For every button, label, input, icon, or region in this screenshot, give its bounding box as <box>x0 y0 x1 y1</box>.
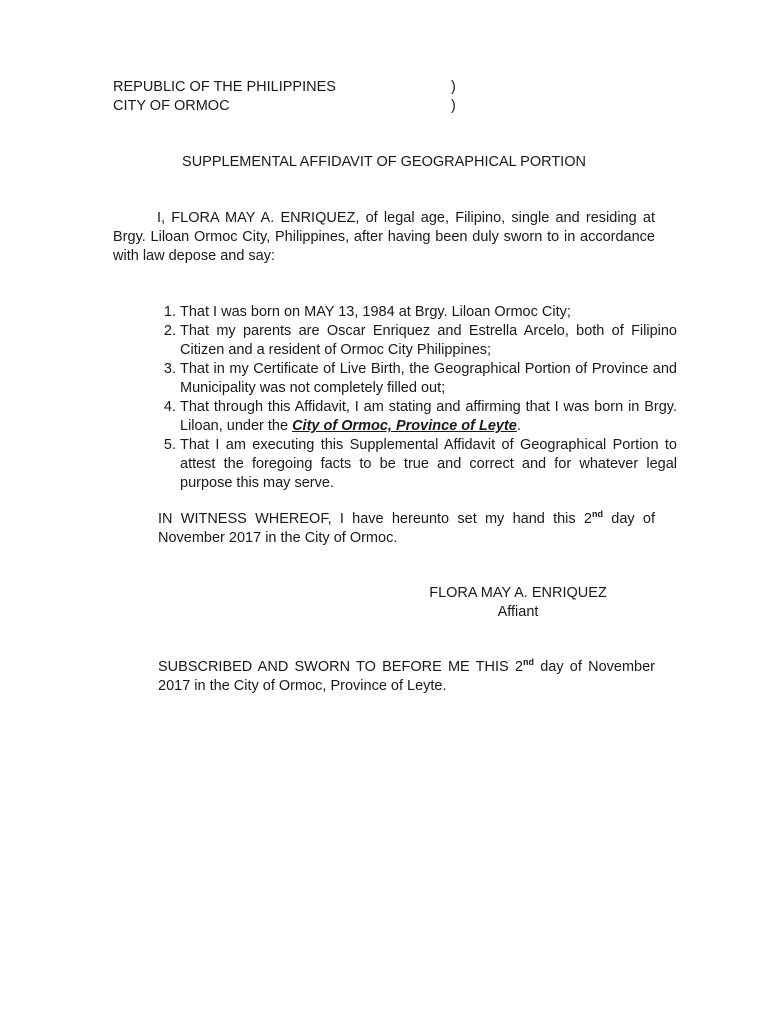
statement-list <box>158 303 677 493</box>
header-republic-text: REPUBLIC OF THE PHILIPPINES <box>113 79 336 95</box>
location-highlight: City of Ormoc, Province of Leyte <box>292 418 517 434</box>
header-city <box>113 97 456 116</box>
witness-paragraph <box>158 510 655 548</box>
header-paren-1: ) <box>451 79 456 95</box>
witness-text: IN WITNESS WHEREOF, I have hereunto set my hand this 2 <box>158 511 592 527</box>
list-item <box>180 398 677 436</box>
header-republic <box>113 78 456 97</box>
signature-name: FLORA MAY A. ENRIQUEZ <box>429 585 607 601</box>
subscribed-text-end: day of November 2017 in the City of Ormoc, Province of Leyte. <box>158 659 655 694</box>
subscribed-text: SUBSCRIBED AND SWORN TO BEFORE ME THIS 2 <box>158 659 523 675</box>
list-item: 1. That I was born on MAY 13, 1984 at Brgy. Liloan Ormoc City; <box>180 303 677 322</box>
document-title: SUPPLEMENTAL AFFIDAVIT OF GEOGRAPHICAL PORTION <box>182 154 586 170</box>
header-paren-2: ) <box>451 98 456 114</box>
header-city-text: CITY OF ORMOC <box>113 98 230 114</box>
signature-role: Affiant <box>497 604 539 620</box>
item-4-end: . <box>516 418 521 434</box>
list-item: 5. That I am executing this Supplemental Affidavit of Geographical Portion to attest the foregoing facts to be true and correct and for whatever legal purpose this may serve. <box>180 436 677 493</box>
list-item: 3. That in my Certificate of Live Birth, the Geographical Portion of Province and Municipality was not completely filled out; <box>180 360 677 398</box>
witness-ordinal: nd <box>592 509 603 520</box>
subscribed-ordinal: nd <box>522 657 534 668</box>
witness-text-end: day of November 2017 in the City of Ormoc. <box>158 511 655 546</box>
subscribed-paragraph <box>158 658 655 696</box>
intro-paragraph: I, FLORA MAY A. ENRIQUEZ, of legal age, Filipino, single and residing at Brgy. Liloan Ormoc City, Philippines, after having been duly sworn to in accordance with law depose and say: <box>113 210 655 264</box>
list-item: 2. That my parents are Oscar Enriquez and Estrella Arcelo, both of Filipino Citizen and a resident of Ormoc City Philippines; <box>180 322 677 360</box>
item-4-text: That through this Affidavit, I am stating and affirming that I was born in Brgy. Liloan, under the <box>180 399 677 434</box>
